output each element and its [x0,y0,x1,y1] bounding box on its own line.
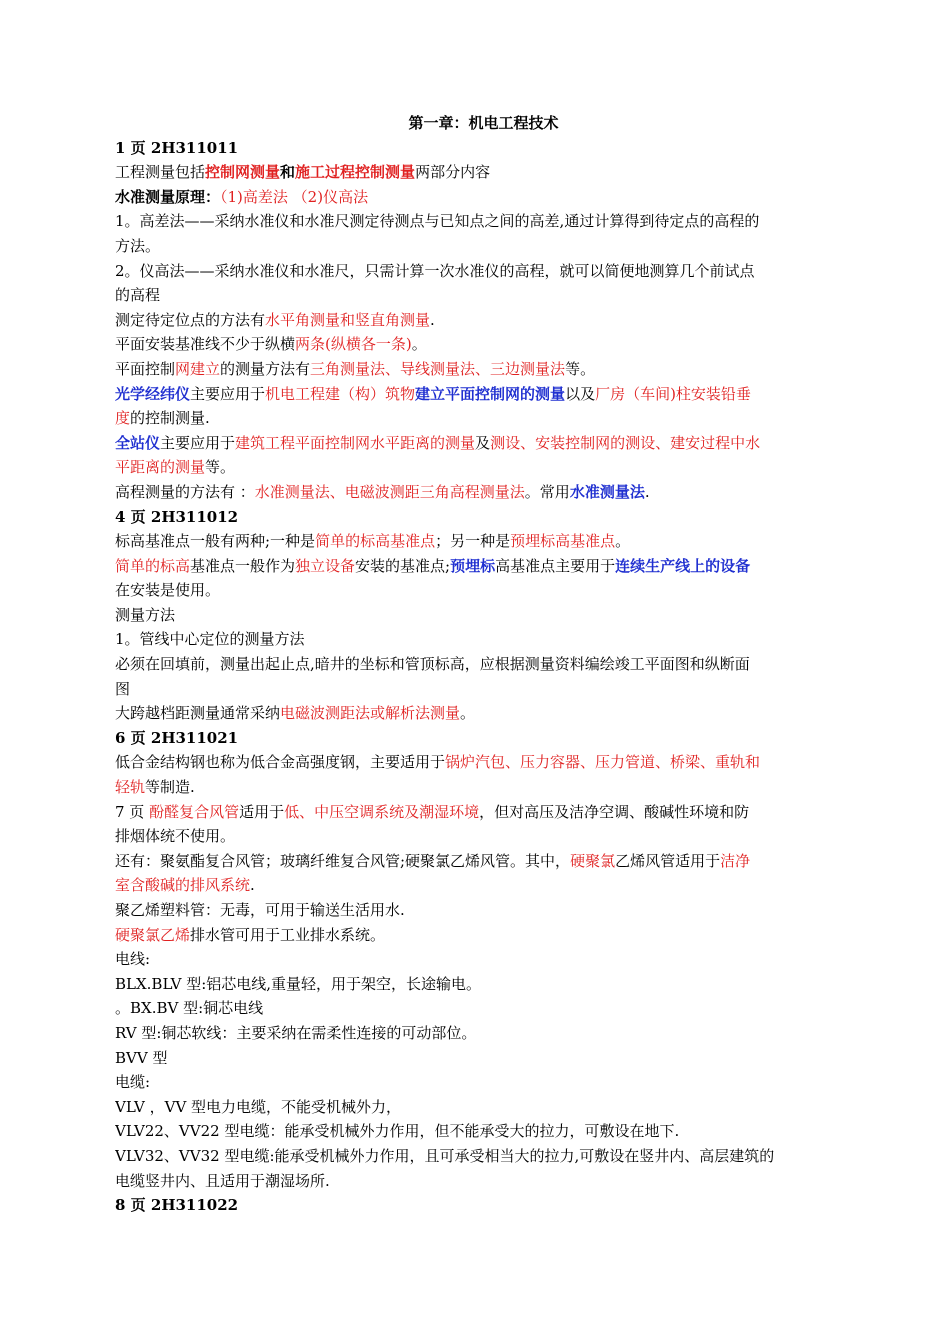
text-run: 的控制测量. [130,409,210,428]
text-run: 1。高差法——采纳水准仪和水准尺测定待测点与已知点之间的高差,通过计算得到待定点的高程的 [115,212,760,231]
text-run: BLX.BLV 型:铝芯电线,重量轻，用于架空，长途输电。 [115,974,482,993]
text-line [115,800,840,825]
text-run: 低合金结构钢也称为低合金高强度钢，主要适用于 [115,753,446,772]
text-run: 适用于 [239,802,285,821]
text-line [115,824,840,849]
text-run: 电线: [115,950,151,969]
text-run: 酚醛复合风管 [149,802,240,821]
text-run: 测设、安装控制网的测设、建安过程中水 [490,433,761,452]
text-run: 施工过程控制测量 [295,163,416,182]
text-line [115,505,840,530]
text-run: 电缆竖井内、且适用于潮湿场所. [115,1171,330,1190]
text-run: 等制造. [145,778,195,797]
text-line [115,726,840,751]
chapter-title: 第一章：机电工程技术 [408,114,559,132]
text-run: 建筑工程平面控制网水平距离的测量 [235,433,476,452]
text-run: 机电工程建（构）筑物 [265,384,416,403]
text-run: 的测量方法有 [220,359,311,378]
text-run: . [250,876,255,895]
text-line [115,406,840,431]
text-line [115,283,840,308]
text-line [115,1169,840,1194]
text-line [115,750,840,775]
text-run: 方法。 [115,236,161,255]
text-run: 。BX.BV 型:铜芯电线 [115,999,264,1018]
text-run: 两条(纵横各一条) [295,335,412,354]
text-line [115,1021,840,1046]
text-line [115,308,840,333]
text-line [115,382,840,407]
text-run: 低、中压空调系统及潮湿环境 [284,802,480,821]
text-run: 轻轨 [115,778,146,797]
text-line [115,160,840,185]
text-run: 。 [460,704,476,723]
text-run: 度 [115,409,131,428]
text-run: 6 页 2H311021 [115,728,239,747]
text-run: 平面安装基准线不少于纵横 [115,335,296,354]
text-run: 主要应用于 [190,384,266,403]
text-run: VLV ，VV 型电力电缆，不能受机械外力， [115,1097,402,1116]
text-run: 。常用 [524,482,570,501]
text-run: 预埋标高基准点 [510,532,616,551]
text-run: 平距离的测量 [115,458,206,477]
text-run: 高基准点主要用于 [495,556,616,575]
text-line [115,259,840,284]
text-line [115,1119,840,1144]
text-run: 等。 [205,458,236,477]
text-line [115,1046,840,1071]
text-line [115,972,840,997]
text-line [115,136,840,161]
text-run: 两部分内容 [415,163,491,182]
text-line [115,455,840,480]
text-run: 1 页 2H311011 [115,138,239,157]
text-run: 及 [475,433,491,452]
text-run: 必须在回填前，测量出起止点,暗井的坐标和管顶标高，应根据测量资料编绘竣工平面图和纵断面 [115,655,750,674]
text-line [115,1095,840,1120]
text-run: 连续生产线上的设备 [615,556,751,575]
text-line [115,947,840,972]
text-line [115,332,840,357]
text-run: 测量方法 [115,605,176,624]
text-run: 三角测量法、导线测量法、三边测量法 [310,359,566,378]
text-run: 硬聚氯 [570,851,616,870]
text-line [115,603,840,628]
document-page [115,111,840,1218]
text-run: 工程测量包括 [115,163,206,182]
text-run: 电磁波测距法或解析法测量 [280,704,461,723]
text-run: 简单的标高基准点 [315,532,436,551]
text-run: 在安装是使用。 [115,581,221,600]
text-line [115,677,840,702]
text-run: 测定待定位点的方法有 [115,310,266,329]
text-line [115,996,840,1021]
text-run: BVV 型 [115,1048,168,1067]
text-run: 建立平面控制网的测量 [415,384,566,403]
text-run: 等。 [565,359,596,378]
document-body [115,136,840,1218]
text-run: 。 [411,335,427,354]
text-run: 图 [115,679,131,698]
text-line [115,775,840,800]
text-line [115,480,840,505]
text-run: 。 [615,532,631,551]
text-line [115,578,840,603]
text-run: 厂房（车间)柱安装铅垂 [595,384,751,403]
text-run: 还有：聚氨酯复合风管；玻璃纤维复合风管;硬聚氯乙烯风管。其中， [115,851,571,870]
text-run: VLV32、VV32 型电缆:能承受机械外力作用，且可承受相当大的拉力,可敷设在竖井内、高层建筑的 [115,1146,775,1165]
text-run: 高程测量的方法有 ： [115,482,255,501]
text-run: 主要应用于 [160,433,236,452]
text-run: . [644,482,650,501]
text-run: 锅炉汽包、压力容器、压力管道、桥梁、重轨和 [445,753,761,772]
text-line [115,554,840,579]
text-line [115,234,840,259]
text-run: 7 页 [115,802,150,821]
text-run: 大跨越档距测量通常采纳 [115,704,281,723]
text-line [115,873,840,898]
text-line [115,898,840,923]
text-run: VLV22、VV22 型电缆：能承受机械外力作用，但不能承受大的拉力，可敷设在地下. [115,1122,680,1141]
text-run: 2。仪高法——采纳水准仪和水准尺，只需计算一次水准仪的高程，就可以简便地测算几个前试点 [115,261,755,280]
text-run: 控制网测量 [205,163,281,182]
text-run: 乙烯风管适用于 [615,851,721,870]
text-line [115,701,840,726]
text-run: 硬聚氯乙烯 [115,925,191,944]
text-run: 排烟体统不使用。 [115,827,236,846]
text-line [115,357,840,382]
text-line [115,652,840,677]
text-line [115,1144,840,1169]
text-run: 水平角测量和竖直角测量 [265,310,431,329]
text-line [115,185,840,210]
text-run: 以及 [565,384,596,403]
text-run: 的高程 [115,286,161,305]
text-run: ；另一种是 [435,532,511,551]
text-line [115,849,840,874]
text-line [115,431,840,456]
text-run: 平面控制 [115,359,176,378]
text-line [115,1193,840,1218]
text-line [115,1070,840,1095]
text-run: （1)高差法 （2)仪高法 [220,187,369,206]
text-run: 基准点一般作为 [190,556,296,575]
text-line [115,923,840,948]
text-run: 电缆: [115,1073,151,1092]
text-run: 和 [280,163,296,182]
text-run: 室含酸碱的排风系统 [115,876,251,895]
text-run: 1。管线中心定位的测量方法 [115,630,305,649]
text-run: 独立设备 [295,556,356,575]
text-line [115,209,840,234]
text-run: 4 页 2H311012 [115,507,239,526]
text-run: 水准测量法 [569,482,645,501]
text-run: 水准测量原理： [115,187,221,206]
text-run: ，但对高压及洁净空调、酸碱性环境和防 [479,802,750,821]
text-line [115,529,840,554]
text-run: 预埋标 [450,556,496,575]
text-run: . [430,310,435,329]
text-run: RV 型:铜芯软线：主要采纳在需柔性连接的可动部位。 [115,1023,477,1042]
text-run: 排水管可用于工业排水系统。 [190,925,386,944]
text-run: 8 页 2H311022 [115,1196,239,1215]
text-run: 洁净 [720,851,751,870]
text-line [115,627,840,652]
text-run: 标高基准点一般有两种;一种是 [115,532,316,551]
text-run: 安装的基准点; [355,556,451,575]
text-run: 水准测量法、电磁波测距三角高程测量法 [254,482,525,501]
text-run: 聚乙烯塑料管：无毒，可用于输送生活用水. [115,901,405,919]
text-run: 网建立 [175,359,221,378]
text-run: 全站仪 [115,433,161,452]
text-run: 光学经纬仪 [115,384,191,403]
text-run: 简单的标高 [115,556,191,575]
